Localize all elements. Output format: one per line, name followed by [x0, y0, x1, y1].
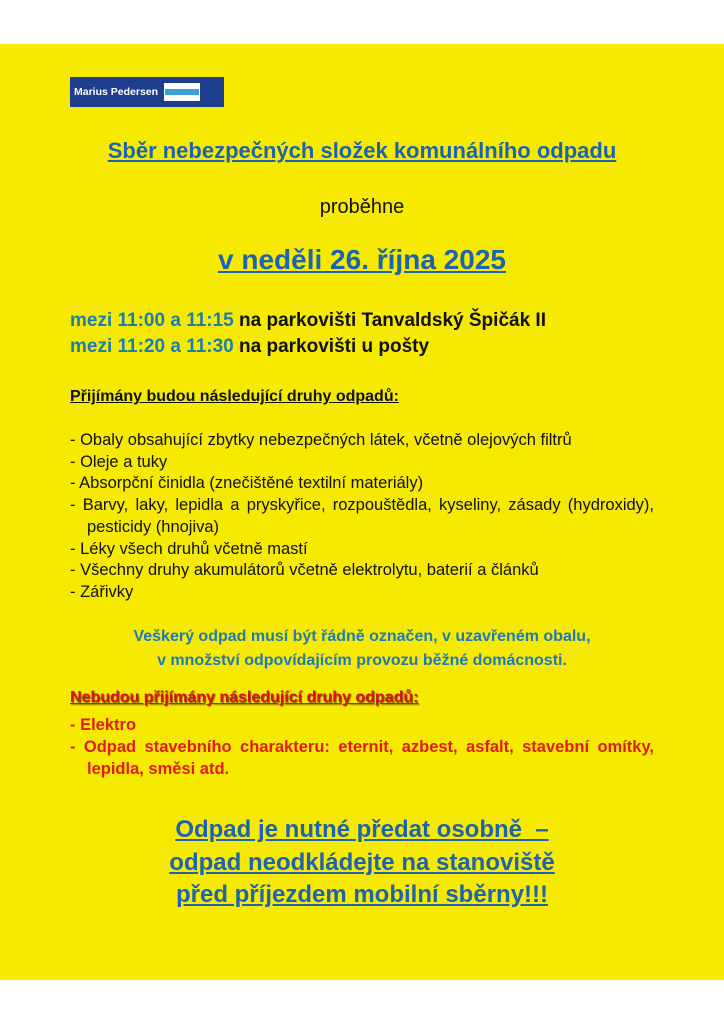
logo-text: Marius Pedersen — [74, 86, 159, 98]
list-item: - Elektro — [70, 716, 137, 734]
final-line: Odpad je nutné předat osobně – — [175, 816, 549, 843]
accepted-heading: Přijímány budou následující druhy odpadů: — [70, 388, 399, 405]
place: na parkovišti u pošty — [239, 336, 430, 357]
list-item: - Obaly obsahující zbytky nebezpečných látek, včetně olejových filtrů — [70, 431, 572, 449]
list-item: - Absorpční činidla (znečištěné textilní materiály) — [70, 474, 424, 493]
logo-flag-icon — [164, 83, 200, 101]
rejected-heading: Nebudou přijímány následující druhy odpadů: — [70, 689, 419, 706]
list-item: - Léky všech druhů včetně mastí — [70, 539, 308, 558]
final-notice — [0, 814, 724, 912]
list-item: - Oleje a tuky — [70, 452, 168, 471]
list-item: - Všechny druhy akumulátorů včetně elektrolytu, baterií a článků — [70, 561, 539, 580]
final-line: odpad neodkládejte na stanoviště — [169, 848, 555, 876]
packaging-note — [0, 625, 724, 673]
marius-pedersen-logo — [70, 77, 224, 107]
place: na parkovišti Tanvaldský Špičák II — [239, 310, 546, 331]
note-line: v množství odpovídajícím provozu běžné domácnosti. — [157, 652, 567, 669]
list-item: - Zářivky — [70, 582, 134, 601]
note-line: Veškerý odpad musí být řádně označen, v uzavřeném obalu, — [133, 628, 591, 645]
accepted-list — [70, 430, 654, 604]
final-line: před příjezdem mobilní sběrny!!! — [175, 881, 549, 908]
rejected-list — [70, 714, 654, 780]
time: mezi 11:20 a 11:30 — [70, 336, 234, 357]
event-date: v neděli 26. října 2025 — [218, 244, 506, 275]
list-item: - Barvy, laky, lepidla a pryskyřice, rozpouštědla, kyseliny, zásady (hydroxidy), pesticidy (hnojiva) — [70, 496, 654, 536]
flyer-page — [0, 44, 724, 980]
page-title: Sběr nebezpečných složek komunálního odpadu — [107, 138, 617, 163]
time-slot-1 — [70, 310, 546, 332]
list-item: - Odpad stavebního charakteru: eternit, azbest, asfalt, stavební omítky, lepidla, směsi atd. — [70, 738, 654, 778]
subtitle: proběhne — [319, 196, 405, 218]
time: mezi 11:00 a 11:15 — [70, 310, 234, 331]
time-slot-2 — [70, 336, 429, 358]
